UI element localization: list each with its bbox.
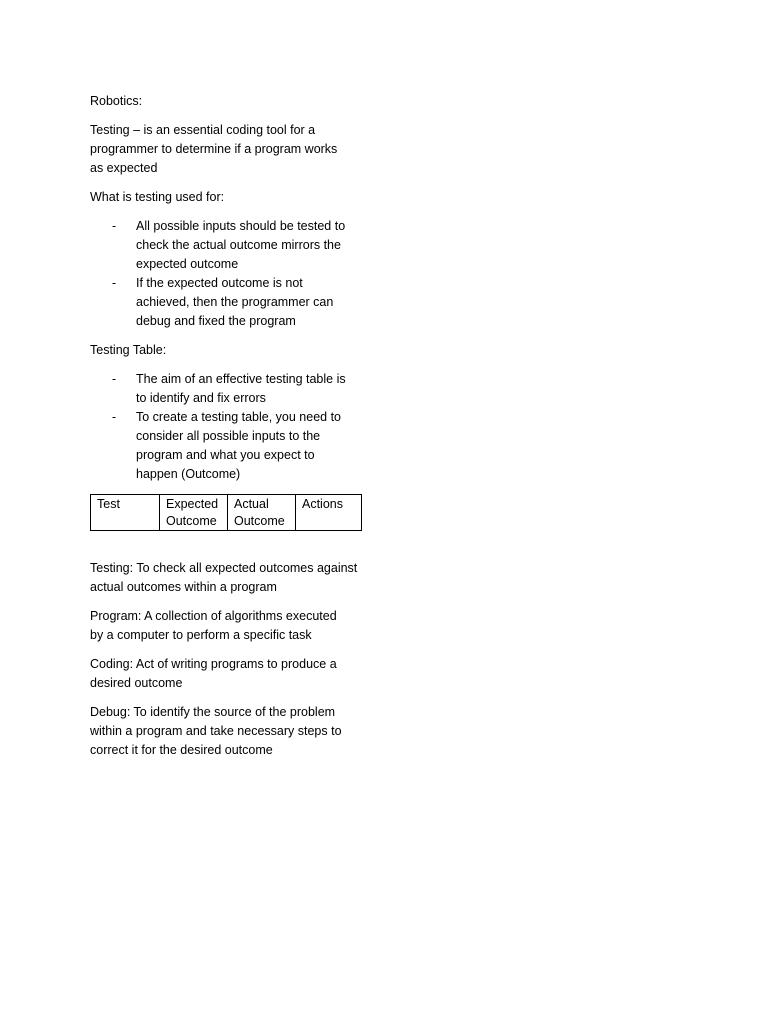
definition-program <box>90 607 380 645</box>
list-item-line: expected outcome <box>136 257 239 271</box>
testing-table <box>90 494 362 531</box>
dash-bullet: - <box>112 219 117 233</box>
list-item <box>90 370 380 408</box>
uses-heading-text: What is testing used for: <box>90 190 225 204</box>
table-header-cell-actions <box>296 495 362 531</box>
header-line: Actual <box>234 497 269 511</box>
testing-table-heading <box>90 341 380 360</box>
list-item <box>90 217 380 274</box>
list-item <box>90 274 380 331</box>
list-item-line: All possible inputs should be tested to <box>136 219 346 233</box>
definition-testing <box>90 559 380 597</box>
intro-line: Testing – is an essential coding tool for a <box>90 123 316 137</box>
dash-bullet: - <box>112 410 117 424</box>
header-line: Expected <box>166 497 219 511</box>
definitions-section <box>90 559 380 760</box>
definition-line: Coding: Act of writing programs to produce a <box>90 657 337 671</box>
definition-line: desired outcome <box>90 676 183 690</box>
list-item-line: If the expected outcome is not <box>136 276 303 290</box>
list-item-line: The aim of an effective testing table is <box>136 372 346 386</box>
testing-table-heading-text: Testing Table: <box>90 343 167 357</box>
table-header-cell-actual-outcome <box>228 495 296 531</box>
definition-line: actual outcomes within a program <box>90 580 277 594</box>
document-page <box>90 92 380 770</box>
table-header-row <box>91 495 362 531</box>
header-line: Test <box>97 497 120 511</box>
intro-line: as expected <box>90 161 158 175</box>
definition-line: within a program and take necessary steps to <box>90 724 342 738</box>
definition-line: Testing: To check all expected outcomes against <box>90 561 358 575</box>
list-item-line: consider all possible inputs to the <box>136 429 321 443</box>
list-item-line: To create a testing table, you need to <box>136 410 341 424</box>
dash-bullet: - <box>112 276 117 290</box>
uses-heading <box>90 188 380 207</box>
document-title <box>90 92 380 111</box>
definition-debug <box>90 703 380 760</box>
list-item-line: check the actual outcome mirrors the <box>136 238 341 252</box>
list-item <box>90 408 380 484</box>
intro-line: programmer to determine if a program works <box>90 142 338 156</box>
header-line: Outcome <box>166 514 217 528</box>
definition-line: Debug: To identify the source of the problem <box>90 705 336 719</box>
uses-list <box>90 217 380 331</box>
list-item-line: achieved, then the programmer can <box>136 295 334 309</box>
list-item-line: happen (Outcome) <box>136 467 241 481</box>
header-line: Outcome <box>234 514 285 528</box>
list-item-line: debug and fixed the program <box>136 314 296 328</box>
list-item-line: to identify and fix errors <box>136 391 266 405</box>
header-line: Actions <box>302 497 343 511</box>
intro-paragraph <box>90 121 380 178</box>
definition-coding <box>90 655 380 693</box>
definition-line: Program: A collection of algorithms executed <box>90 609 337 623</box>
title-text: Robotics: <box>90 94 143 108</box>
table-header-cell-test <box>91 495 160 531</box>
testing-table-list <box>90 370 380 484</box>
dash-bullet: - <box>112 372 117 386</box>
definition-line: correct it for the desired outcome <box>90 743 273 757</box>
list-item-line: program and what you expect to <box>136 448 315 462</box>
definition-line: by a computer to perform a specific task <box>90 628 312 642</box>
table-header-cell-expected-outcome <box>160 495 228 531</box>
